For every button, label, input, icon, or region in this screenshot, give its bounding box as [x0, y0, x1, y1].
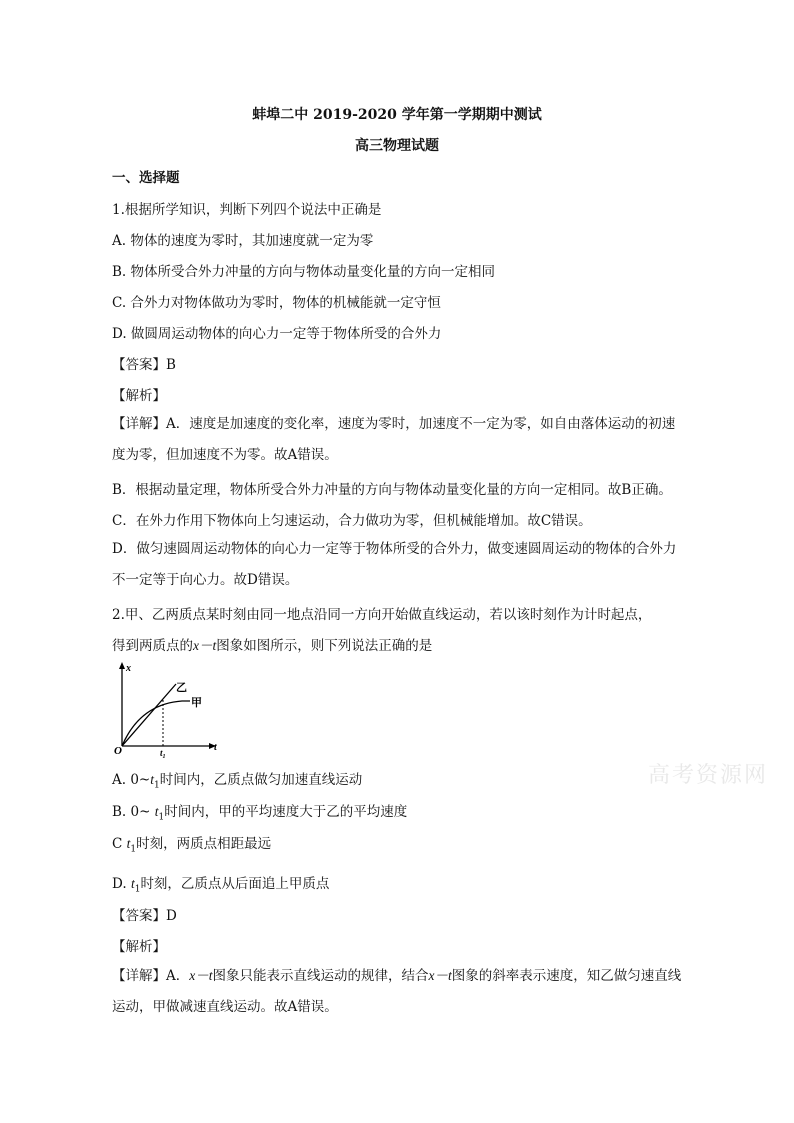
q1-option-c: C. 合外力对物体做功为零时，物体的机械能就一定守恒 [112, 295, 441, 311]
xt-graph [112, 660, 224, 760]
q2-stem-text: 得到两质点的 [112, 638, 193, 654]
q2-stem-text-end: 图象如图所示，则下列说法正确的是 [216, 638, 433, 654]
q1-analysis-label: 【解析】 [112, 388, 166, 404]
q1-detail-b: B．根据动量定理，物体所受合外力冲量的方向与物体动量变化量的方向一定相同。故B正确。 [112, 482, 672, 498]
exam-subtitle: 高三物理试题 [355, 138, 439, 154]
q2-option-d: D. $t_1$时刻，乙质点从后面追上甲质点 [112, 876, 330, 895]
q2-option-a: A. $0\sim t_1$时间内，乙质点做匀加速直线运动 [112, 772, 363, 791]
q2-analysis-label: 【解析】 [112, 939, 166, 955]
graph-y-arrow [119, 662, 125, 669]
q2-option-c: C $t_1$时刻，两质点相距最远 [112, 836, 272, 855]
q1-stem: 1.根据所学知识，判断下列四个说法中正确是 [112, 202, 382, 218]
line-yi [122, 684, 176, 746]
exam-title: 蚌埠二中 2019-2020 学年第一学期期中测试 [252, 107, 542, 123]
graph-tick-t1: $t_1$ [160, 748, 166, 760]
q1-detail-d: D．做匀速圆周运动物体的向心力一定等于物体所受的合外力，做变速圆周运动的物体的合外力不一定等于向心力。故D错误。 [112, 541, 677, 588]
section-heading: 一、选择题 [112, 170, 180, 186]
q2-detail-a: 【详解】A．x－t图象只能表示直线运动的规律，结合x－t图象的斜率表示速度，知乙做匀速直线运动，甲做减速直线运动。故A错误。 [112, 968, 682, 1015]
graph-origin: O [114, 745, 122, 757]
q1-option-b: B. 物体所受合外力冲量的方向与物体动量变化量的方向一定相同 [112, 264, 496, 280]
q2-stem-line1: 2.甲、乙两质点某时刻由同一地点沿同一方向开始做直线运动，若以该时刻作为计时起点， [112, 607, 652, 623]
q1-answer: 【答案】B [112, 357, 176, 373]
q2-answer: 【答案】D [112, 908, 177, 924]
q2-stem-xt: x－t [193, 638, 217, 653]
q1-option-d: D. 做圆周运动物体的向心力一定等于物体所受的合外力 [112, 326, 442, 342]
q1-detail-c: C．在外力作用下物体向上匀速运动，合力做功为零，但机械能增加。故C错误。 [112, 513, 592, 529]
watermark: 高考资源网 [648, 763, 769, 788]
graph-label-x: x [126, 663, 131, 674]
q2-stem-line2 [112, 634, 432, 654]
q2-option-b: B. 0~ $t_1$时间内，甲的平均速度大于乙的平均速度 [112, 804, 408, 823]
q1-option-a: A. 物体的速度为零时，其加速度就一定为零 [112, 233, 374, 249]
q1-detail-a: 【详解】A．速度是加速度的变化率，速度为零时，加速度不一定为零，如自由落体运动的初速度为零，但加速度不为零。故A错误。 [112, 416, 676, 463]
graph-label-t: t [214, 742, 217, 753]
graph-label-yi: 乙 [176, 681, 187, 694]
graph-label-jia: 甲 [191, 696, 202, 709]
